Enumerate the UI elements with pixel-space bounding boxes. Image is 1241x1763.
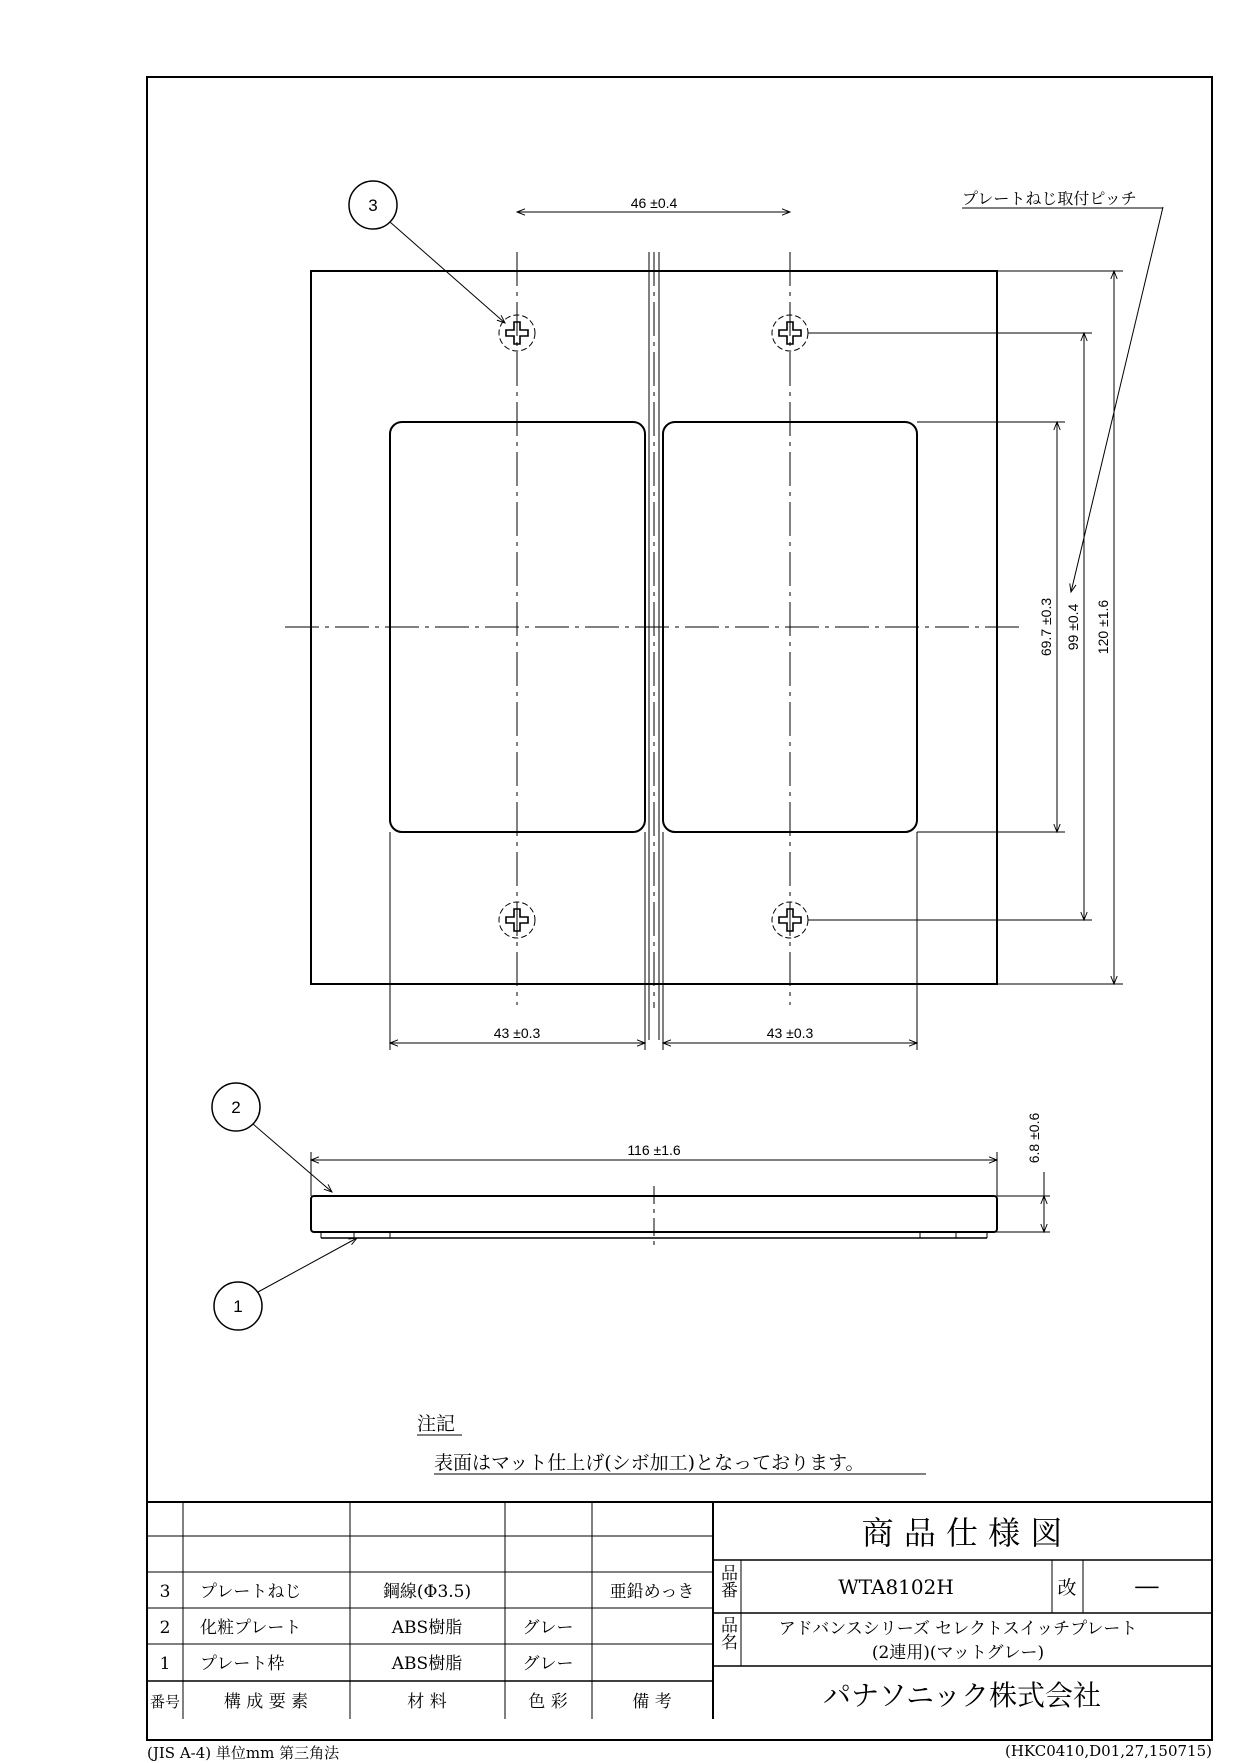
balloon-3-leader [390, 222, 505, 323]
balloon-1-label: 1 [233, 1297, 243, 1316]
drawing-frame [147, 77, 1212, 1740]
front-view [285, 252, 1025, 1040]
parts-row-2-material: ABS樹脂 [391, 1618, 463, 1638]
title-block-name-line1: アドバンスシリーズ セレクトスイッチプレート [778, 1619, 1138, 1639]
notes-text: 表面はマット仕上げ(シボ加工)となっております。 [434, 1452, 865, 1474]
dim-side-width: 116 ±1.6 [627, 1142, 681, 1158]
balloon-1-leader [258, 1238, 357, 1292]
parts-row-1-material: ABS樹脂 [391, 1654, 463, 1674]
title-block-revision-label: 改 [1057, 1577, 1077, 1599]
parts-row-2-color: グレー [522, 1618, 574, 1638]
parts-row-3-no: 3 [159, 1582, 171, 1602]
title-block-revision: ── [1135, 1577, 1159, 1599]
title-block-part-no-label: 品番 [717, 1564, 737, 1598]
title-block-part-no: WTA8102H [838, 1575, 954, 1599]
title-block-name-line2: (2連用)(マットグレー) [871, 1643, 1045, 1663]
title-block-name-label: 品名 [717, 1616, 737, 1650]
dim-side-thickness: 6.8 ±0.6 [1026, 1112, 1042, 1164]
parts-row-1-color: グレー [522, 1654, 574, 1674]
dim-plate-height: 120 ±1.6 [1095, 599, 1111, 655]
dim-left-opening: 43 ±0.3 [493, 1025, 541, 1041]
callout-screw-pitch-leader [1071, 207, 1163, 592]
parts-row-3-remarks: 亜鉛めっき [609, 1582, 695, 1602]
parts-row-1-component: プレート枠 [200, 1654, 285, 1674]
footer-right: (HKC0410,D01,27,150715) [1004, 1742, 1212, 1760]
parts-header-material: 材 料 [407, 1692, 447, 1712]
balloon-3-label: 3 [368, 196, 378, 215]
parts-row-1-no: 1 [159, 1654, 171, 1674]
title-block-company: パナソニック株式会社 [822, 1679, 1102, 1712]
parts-row-3-material: 鋼線(Φ3.5) [382, 1582, 472, 1602]
parts-row-3-component: プレートねじ [200, 1582, 302, 1602]
center-lines [285, 252, 1025, 1008]
side-view [311, 1152, 1050, 1250]
parts-header-no: 番号 [149, 1693, 181, 1711]
footer-left: (JIS A-4) 単位mm 第三角法 [147, 1744, 340, 1762]
notes-heading: 注記 [417, 1413, 456, 1435]
dim-opening-height: 69.7 ±0.3 [1038, 597, 1054, 657]
balloon-2-label: 2 [231, 1098, 241, 1117]
parts-row-2-no: 2 [159, 1618, 171, 1638]
balloon-2-leader [253, 1124, 332, 1192]
dim-screw-vertical: 99 ±0.4 [1065, 603, 1081, 651]
dim-top-pitch: 46 ±0.4 [630, 195, 678, 211]
extension-lines [390, 271, 1123, 1050]
parts-row-2-component: 化粧プレート [200, 1618, 302, 1638]
title-block-title: 商 品 仕 様 図 [861, 1514, 1063, 1552]
dim-right-opening: 43 ±0.3 [766, 1025, 814, 1041]
parts-header-component: 構 成 要 素 [223, 1692, 309, 1712]
parts-header-remarks: 備 考 [632, 1692, 672, 1712]
parts-table [147, 1502, 713, 1719]
callout-screw-pitch: プレートねじ取付ピッチ [962, 191, 1137, 208]
parts-header-color: 色 彩 [528, 1692, 568, 1712]
